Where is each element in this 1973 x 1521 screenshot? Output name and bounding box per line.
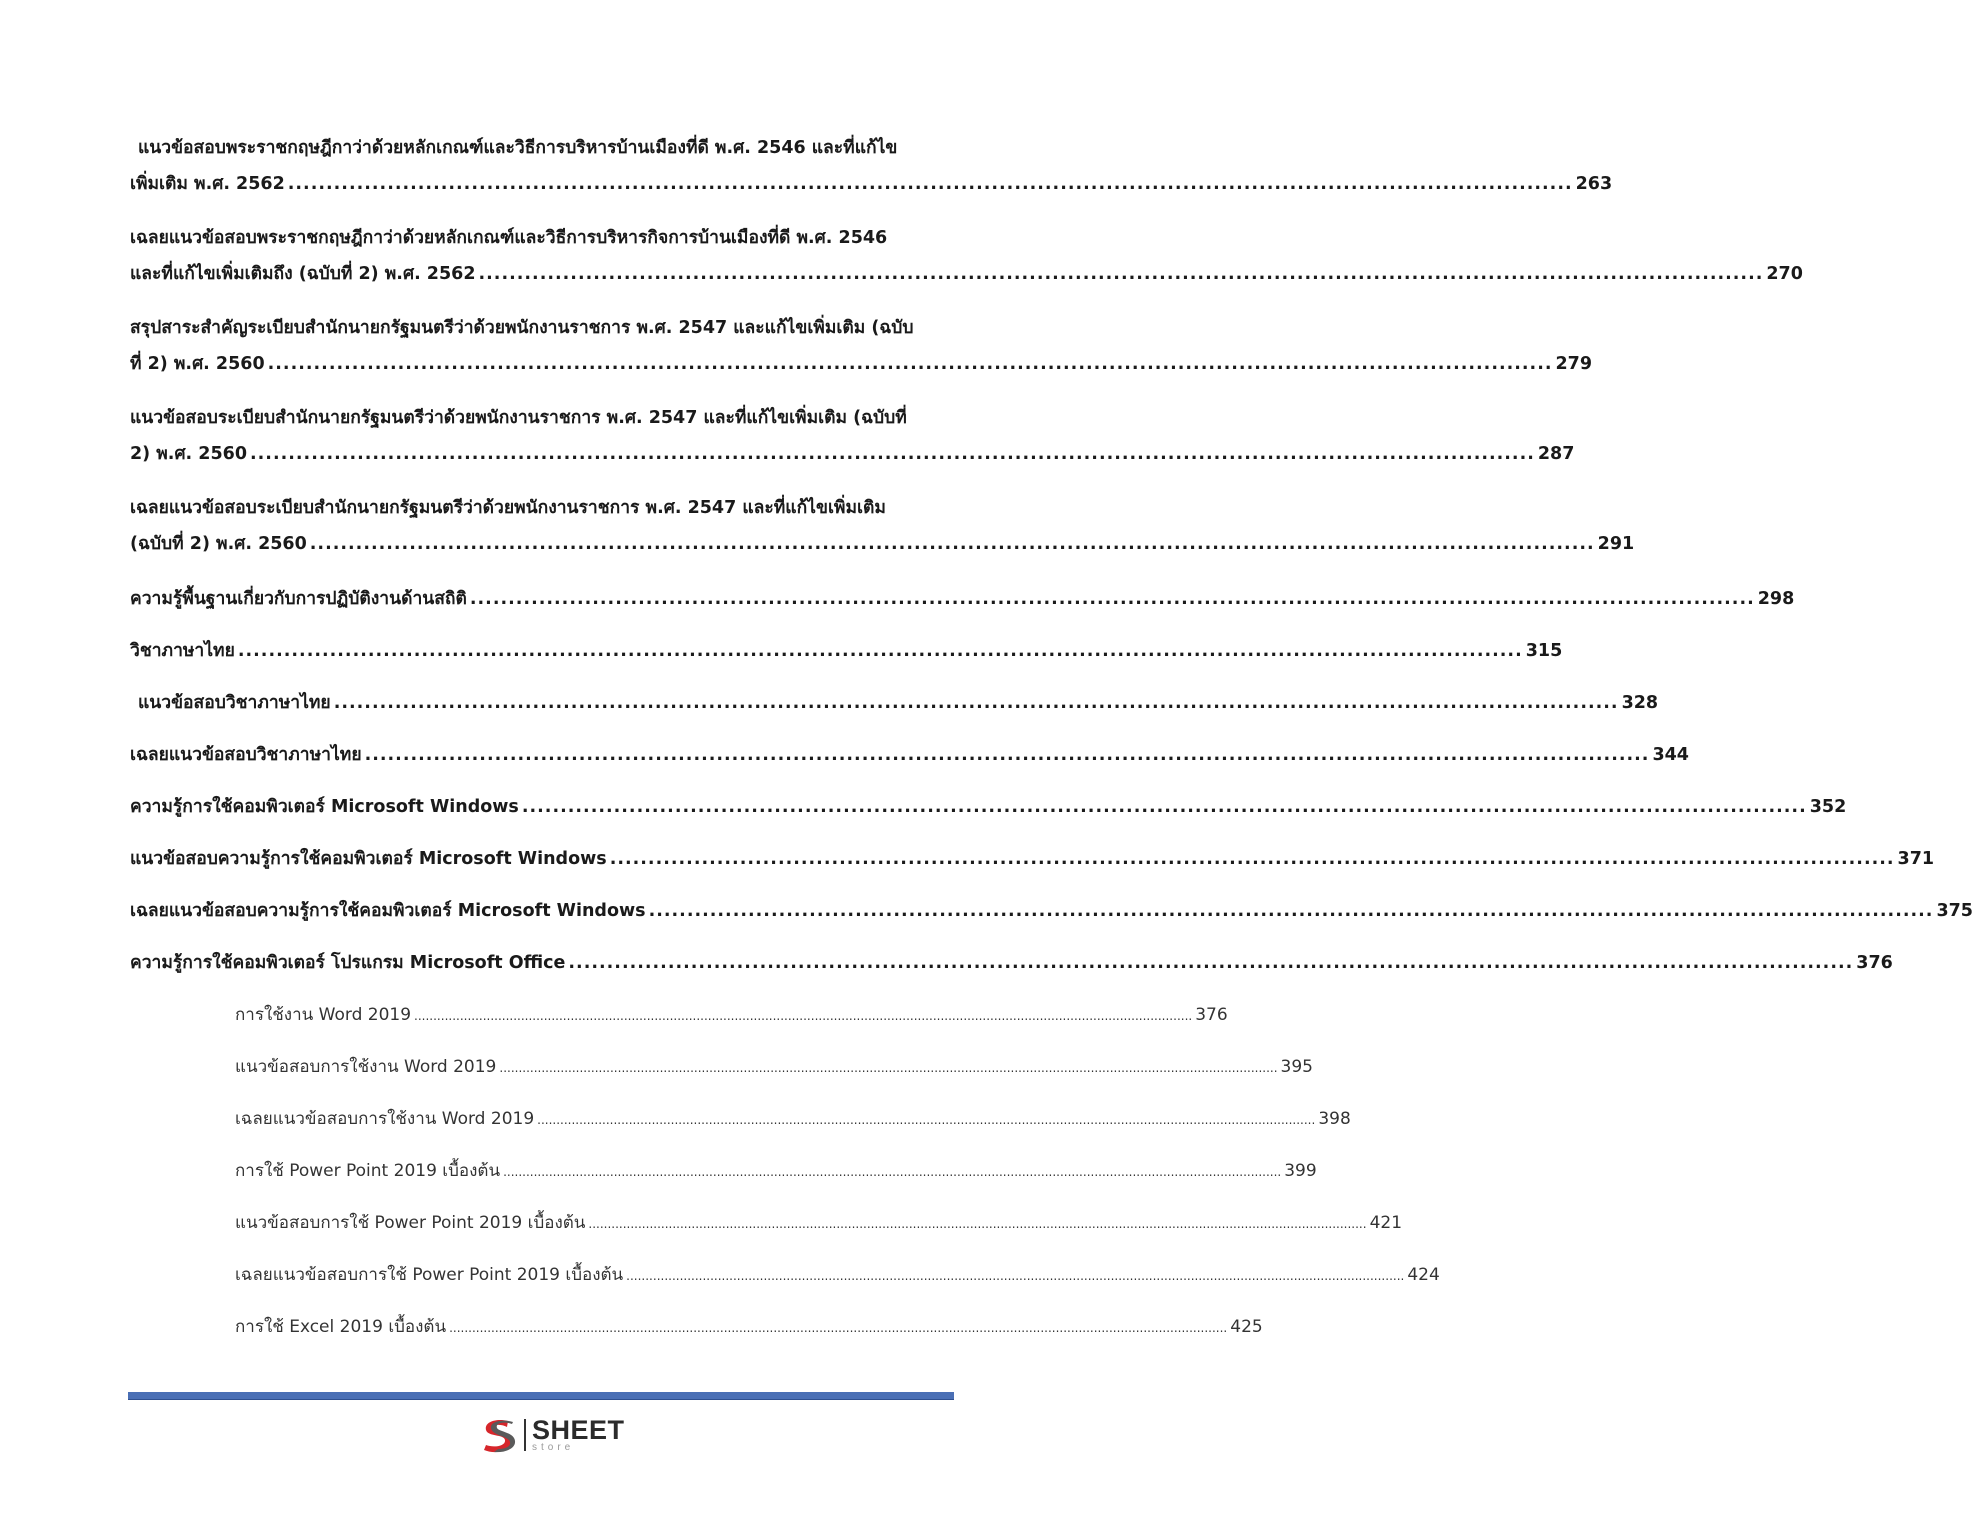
- toc-entry-title-continued: (ฉบับที่ 2) พ.ศ. 2560: [130, 534, 307, 554]
- toc-sub-entry[interactable]: [130, 1256, 1440, 1308]
- toc-entry[interactable]: [130, 684, 1659, 736]
- toc-page-number: 421: [1369, 1213, 1403, 1233]
- logo-divider: [524, 1419, 526, 1451]
- dot-leader: ........................................................................................................................................................................: [568, 953, 1854, 973]
- toc-entry-title-continued: 2) พ.ศ. 2560: [130, 444, 248, 464]
- toc-sub-entry-title: เฉลยแนวข้อสอบการใช้ Power Point 2019 เบื้องต้น: [235, 1265, 624, 1285]
- toc-sub-entry[interactable]: [130, 1308, 1263, 1360]
- toc-entry-title: แนวข้อสอบพระราชกฤษฎีกาว่าด้วยหลักเกณฑ์และวิธีการบริหารบ้านเมืองที่ดี พ.ศ. 2546 และที่แก้ไข: [138, 138, 898, 158]
- sheet-store-logo-icon: [478, 1415, 518, 1455]
- toc-page-number: 376: [1856, 953, 1893, 973]
- toc-entry-title: แนวข้อสอบระเบียบสำนักนายกรัฐมนตรีว่าด้วยพนักงานราชการ พ.ศ. 2547 และที่แก้ไขเพิ่มเติม (ฉบับที่: [130, 408, 907, 428]
- toc-entry[interactable]: [130, 310, 1593, 382]
- dot-leader: ........................................................................................................................................................................: [648, 901, 1934, 921]
- dot-leader: ............................................................................................................................................................................................................: [537, 1113, 1316, 1127]
- toc-entry[interactable]: [130, 892, 1973, 944]
- toc-page-number: 398: [1318, 1109, 1351, 1129]
- toc-entry-title: เฉลยแนวข้อสอบระเบียบสำนักนายกรัฐมนตรีว่าด้วยพนักงานราชการ พ.ศ. 2547 และที่แก้ไขเพิ่มเติม: [130, 498, 886, 518]
- toc-entry[interactable]: [130, 632, 1563, 684]
- toc-entry[interactable]: [130, 944, 1893, 996]
- toc-entry-title-continued: และที่แก้ไขเพิ่มเติมถึง (ฉบับที่ 2) พ.ศ. 2562: [130, 264, 476, 284]
- sheet-store-logo: [478, 1413, 625, 1457]
- dot-leader: ........................................................................................................................................................................: [309, 534, 1595, 554]
- table-of-contents: [130, 130, 1973, 1360]
- dot-leader: ............................................................................................................................................................................................................: [449, 1321, 1228, 1335]
- toc-entry[interactable]: [130, 840, 1935, 892]
- toc-sub-entry[interactable]: [130, 996, 1228, 1048]
- dot-leader: ............................................................................................................................................................................................................: [503, 1165, 1282, 1179]
- toc-entry-title: ความรู้การใช้คอมพิวเตอร์ Microsoft Windows: [130, 797, 519, 817]
- toc-page-number: 425: [1230, 1317, 1263, 1337]
- toc-page-number: 395: [1280, 1057, 1313, 1077]
- dot-leader: ........................................................................................................................................................................: [237, 641, 1523, 661]
- toc-page-number: 399: [1284, 1161, 1317, 1181]
- toc-page-number: 424: [1407, 1265, 1440, 1285]
- toc-page-number: 375: [1936, 901, 1973, 921]
- toc-page-number: 315: [1525, 641, 1563, 661]
- toc-sub-entry[interactable]: [130, 1100, 1351, 1152]
- logo-wordmark: SHEET: [532, 1415, 625, 1445]
- dot-leader: ........................................................................................................................................................................: [469, 589, 1755, 609]
- toc-page-number: 376: [1195, 1005, 1228, 1025]
- dot-leader: ........................................................................................................................................................................: [333, 693, 1619, 713]
- dot-leader: ............................................................................................................................................................................................................: [588, 1217, 1367, 1231]
- dot-leader: ........................................................................................................................................................................: [521, 797, 1807, 817]
- dot-leader: ........................................................................................................................................................................: [609, 849, 1895, 869]
- toc-page-number: 344: [1652, 745, 1689, 765]
- toc-entry[interactable]: [130, 130, 1613, 202]
- toc-entry-title: แนวข้อสอบวิชาภาษาไทย: [138, 693, 331, 713]
- toc-entry[interactable]: [130, 220, 1803, 292]
- toc-sub-entry-title: แนวข้อสอบการใช้งาน Word 2019: [235, 1057, 497, 1077]
- toc-sub-entry[interactable]: [130, 1048, 1313, 1100]
- toc-sub-entry-title: การใช้งาน Word 2019: [235, 1005, 412, 1025]
- toc-page-number: 287: [1537, 444, 1575, 464]
- dot-leader: ........................................................................................................................................................................: [267, 354, 1553, 374]
- dot-leader: ........................................................................................................................................................................: [250, 444, 1535, 464]
- toc-entry[interactable]: [130, 490, 1635, 562]
- toc-page-number: 328: [1621, 693, 1659, 713]
- toc-entry[interactable]: [130, 400, 1575, 472]
- toc-entry-title: เฉลยแนวข้อสอบวิชาภาษาไทย: [130, 745, 362, 765]
- toc-sub-entry-title: การใช้ Excel 2019 เบื้องต้น: [235, 1317, 447, 1337]
- toc-page-number: 352: [1809, 797, 1847, 817]
- toc-entry-title: วิชาภาษาไทย: [130, 641, 235, 661]
- toc-sub-entry-title: แนวข้อสอบการใช้ Power Point 2019 เบื้องต้น: [235, 1213, 586, 1233]
- toc-page-number: 263: [1575, 174, 1613, 194]
- toc-page-number: 298: [1757, 589, 1795, 609]
- toc-entry-title: ความรู้การใช้คอมพิวเตอร์ โปรแกรม Microsoft Office: [130, 953, 566, 973]
- toc-entry-title: สรุปสาระสำคัญระเบียบสำนักนายกรัฐมนตรีว่าด้วยพนักงานราชการ พ.ศ. 2547 และแก้ไขเพิ่มเติม (ฉบับ: [130, 318, 914, 338]
- toc-page-number: 291: [1597, 534, 1635, 554]
- toc-entry-title: เฉลยแนวข้อสอบความรู้การใช้คอมพิวเตอร์ Microsoft Windows: [130, 901, 646, 921]
- logo-subtitle: store: [532, 1442, 575, 1453]
- footer-divider: [128, 1392, 954, 1400]
- toc-sub-entry[interactable]: [130, 1204, 1403, 1256]
- dot-leader: ............................................................................................................................................................................................................: [626, 1269, 1405, 1283]
- toc-entry[interactable]: [130, 736, 1689, 788]
- toc-entry-title: เฉลยแนวข้อสอบพระราชกฤษฎีกาว่าด้วยหลักเกณฑ์และวิธีการบริหารกิจการบ้านเมืองที่ดี พ.ศ. 2546: [130, 228, 888, 248]
- dot-leader: ............................................................................................................................................................................................................: [499, 1061, 1278, 1075]
- toc-entry-title: แนวข้อสอบความรู้การใช้คอมพิวเตอร์ Microsoft Windows: [130, 849, 607, 869]
- toc-sub-entry[interactable]: [130, 1152, 1317, 1204]
- toc-entry-title: ความรู้พื้นฐานเกี่ยวกับการปฏิบัติงานด้านสถิติ: [130, 589, 467, 609]
- toc-page-number: 371: [1897, 849, 1935, 869]
- toc-page-number: 279: [1555, 354, 1593, 374]
- toc-page-number: 270: [1766, 264, 1803, 284]
- dot-leader: ........................................................................................................................................................................: [478, 264, 1764, 284]
- dot-leader: ............................................................................................................................................................................................................: [414, 1009, 1193, 1023]
- toc-sub-entry-title: เฉลยแนวข้อสอบการใช้งาน Word 2019: [235, 1109, 535, 1129]
- toc-sub-entry-title: การใช้ Power Point 2019 เบื้องต้น: [235, 1161, 501, 1181]
- dot-leader: ........................................................................................................................................................................: [364, 745, 1650, 765]
- toc-entry[interactable]: [130, 580, 1795, 632]
- toc-entry-title-continued: ที่ 2) พ.ศ. 2560: [130, 354, 265, 374]
- dot-leader: ........................................................................................................................................................................: [287, 174, 1573, 194]
- toc-entry[interactable]: [130, 788, 1847, 840]
- toc-entry-title-continued: เพิ่มเติม พ.ศ. 2562: [130, 174, 285, 194]
